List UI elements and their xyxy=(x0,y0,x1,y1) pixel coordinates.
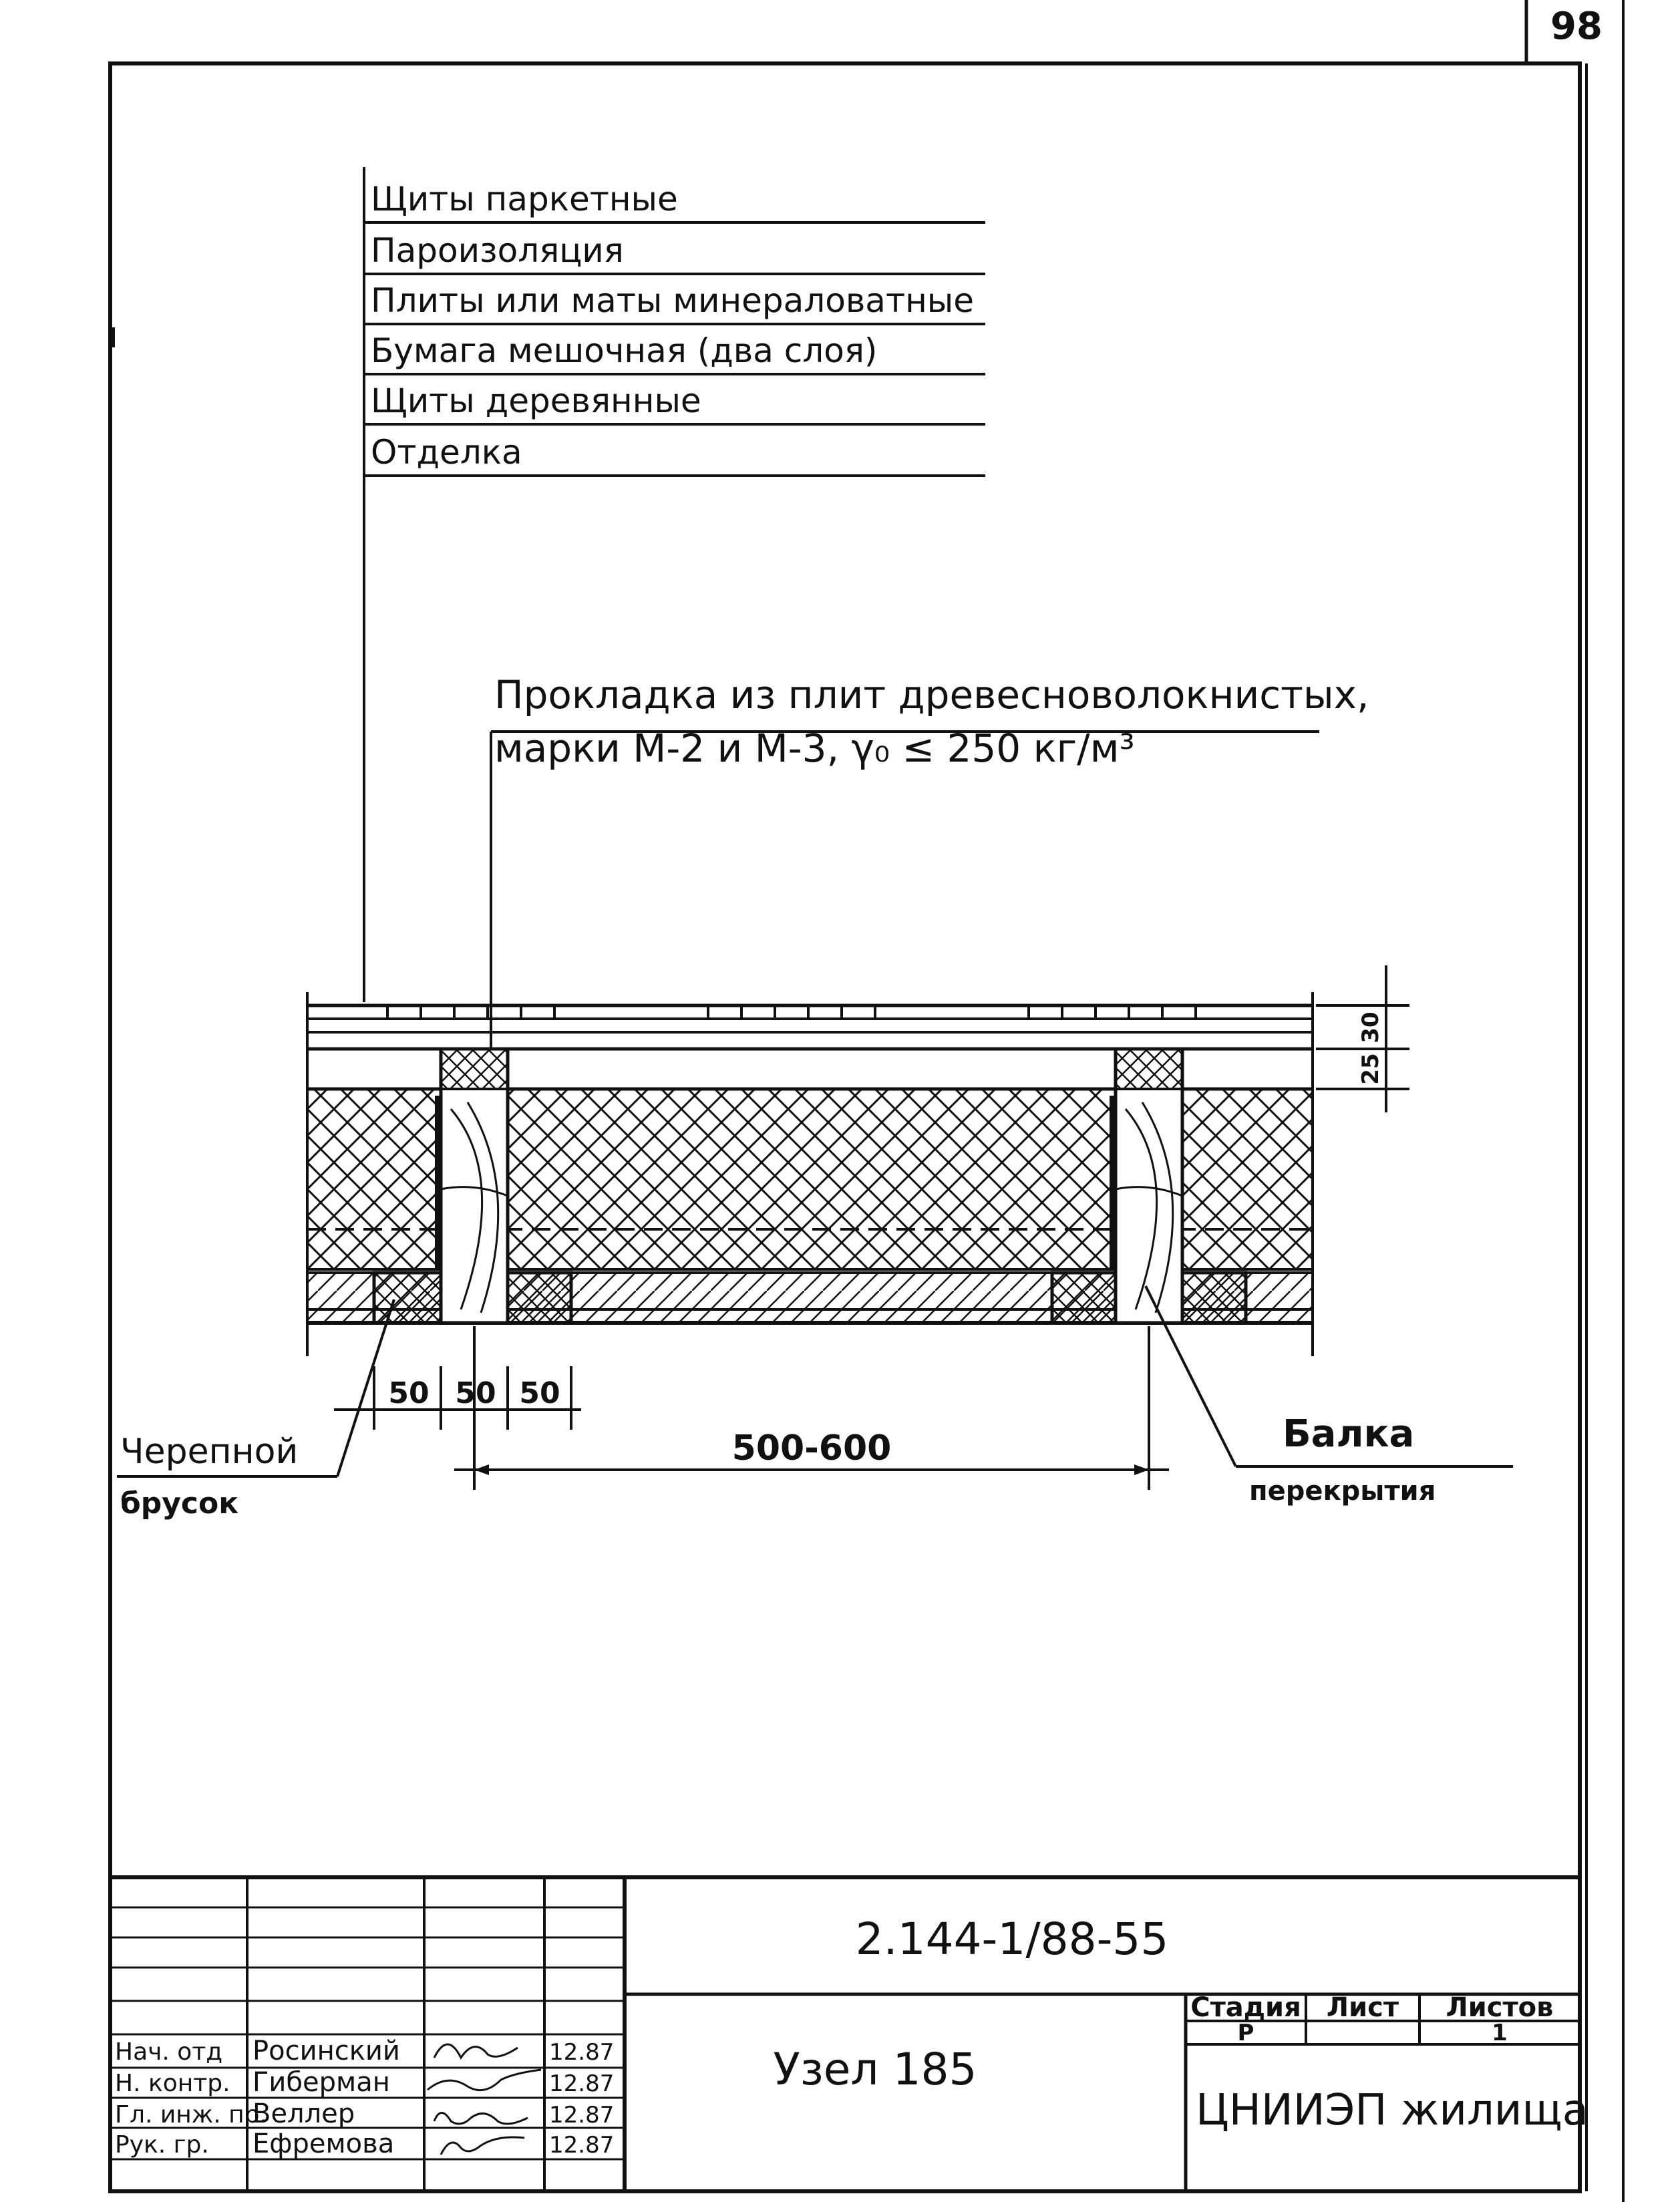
signature-mark xyxy=(434,2113,528,2125)
cranial-bar-label-line2: брусок xyxy=(120,1486,239,1521)
signature-date: 12.87 xyxy=(549,2132,615,2159)
signature-date: 12.87 xyxy=(549,2070,615,2097)
drawing-title: Узел 185 xyxy=(773,2044,977,2095)
insulation-left xyxy=(307,1089,441,1269)
sheets-value: 1 xyxy=(1492,2020,1508,2046)
signature-role: Нач. отд xyxy=(115,2038,223,2066)
signature-mark xyxy=(428,2070,541,2090)
document-code: 2.144-1/88-55 xyxy=(855,1913,1169,1965)
signature-name: Росинский xyxy=(253,2036,400,2066)
beam-left xyxy=(438,1049,508,1323)
cranial-bar-right-a xyxy=(1052,1273,1116,1323)
signature-name: Гиберман xyxy=(253,2067,390,2098)
signature-date: 12.87 xyxy=(549,2039,615,2066)
signature-role: Гл. инж. пр. xyxy=(115,2101,267,2129)
signature-date: 12.87 xyxy=(549,2102,615,2129)
beam-label-line2: перекрытия xyxy=(1249,1476,1436,1507)
floor-section xyxy=(307,992,1313,1356)
insulation-right xyxy=(1182,1089,1313,1269)
beam-right xyxy=(1112,1049,1182,1323)
cranial-bar-left-b xyxy=(508,1273,571,1323)
layer-label-wood-boards: Щиты деревянные xyxy=(371,381,701,420)
dimension-bottom-a: 50 xyxy=(388,1376,430,1410)
cranial-bar-right-b xyxy=(1182,1273,1246,1323)
dimension-right-bottom: 25 xyxy=(1357,1053,1384,1085)
gasket-label-line2: марки М-2 и М-3, γ₀ ≤ 250 кг/м³ xyxy=(494,726,1135,771)
layer-label-parquet: Щиты паркетные xyxy=(371,180,678,218)
cranial-bar-left-a xyxy=(374,1273,441,1323)
layer-label-finish: Отделка xyxy=(371,433,522,472)
sheet-number: 98 xyxy=(1550,5,1603,48)
dimension-right-top: 30 xyxy=(1357,1011,1384,1044)
signature-name: Веллер xyxy=(253,2098,355,2129)
gasket-label-line1: Прокладка из плит древесноволокнистых, xyxy=(494,672,1369,718)
organization-name: ЦНИИЭП жилища xyxy=(1196,2086,1588,2135)
signature-mark xyxy=(434,2044,518,2058)
sheet-header: Лист xyxy=(1326,1992,1399,2023)
stage-header: Стадия xyxy=(1190,1992,1301,2023)
insulation-middle xyxy=(508,1089,1116,1269)
layer-label-mineral-wool: Плиты или маты минераловатные xyxy=(371,281,975,320)
sheets-header: Листов xyxy=(1446,1992,1554,2023)
dimension-span: 500-600 xyxy=(731,1428,892,1468)
signature-role: Рук. гр. xyxy=(115,2131,209,2159)
layer-label-paper: Бумага мешочная (два слоя) xyxy=(371,331,878,370)
dimension-bottom-c: 50 xyxy=(519,1376,560,1410)
signature-role: Н. контр. xyxy=(115,2070,230,2097)
signature-mark xyxy=(441,2137,524,2155)
parquet-joints xyxy=(387,1005,1196,1019)
dimension-bottom-b: 50 xyxy=(455,1376,496,1410)
layer-callout xyxy=(364,167,985,1002)
signature-name: Ефремова xyxy=(253,2129,395,2159)
stage-value: Р xyxy=(1237,2020,1254,2046)
gasket-callout xyxy=(491,672,1369,1056)
cranial-bar-label-line1: Черепной xyxy=(120,1432,299,1472)
beam-label-line1: Балка xyxy=(1283,1412,1415,1456)
layer-label-vapor-barrier: Пароизоляция xyxy=(371,231,624,270)
